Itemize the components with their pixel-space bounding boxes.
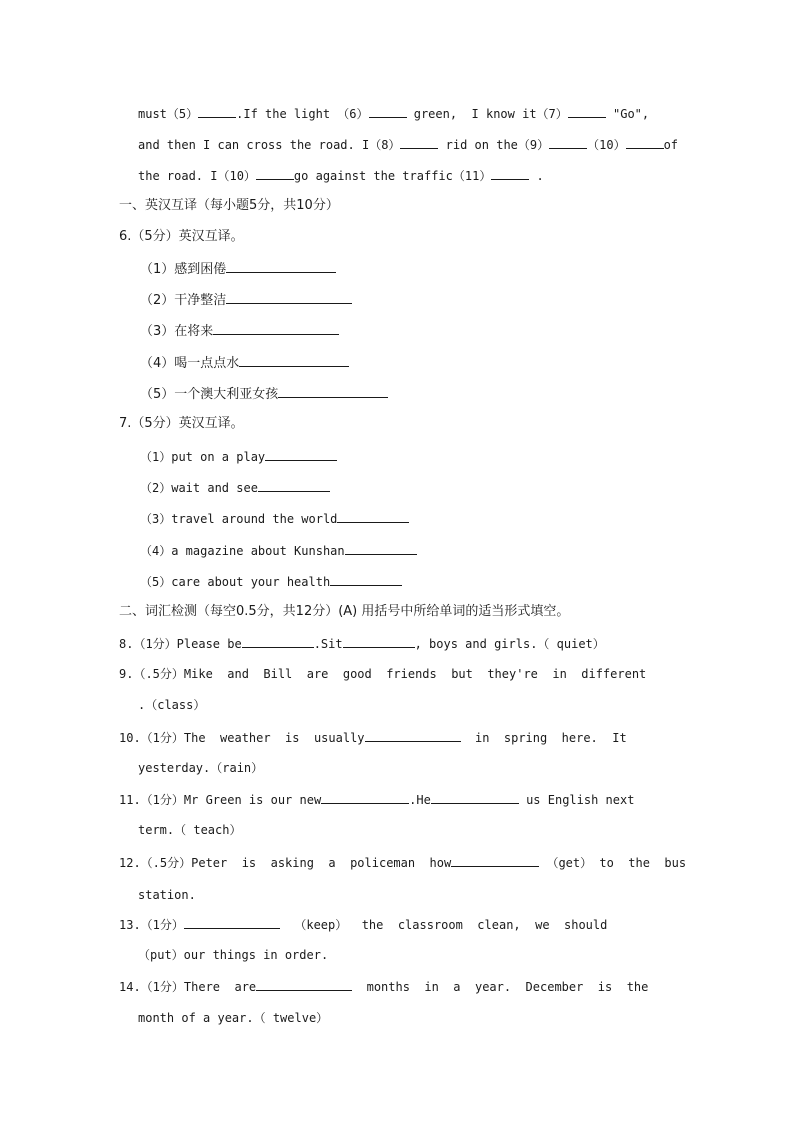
q14-line-2: month of a year.（ twelve） (138, 1011, 329, 1025)
q13-blank-1[interactable] (184, 916, 280, 929)
q10-line-1: 10.（1分）The weather is usually in spring here. It (119, 731, 627, 745)
passage-line-2: and then I can cross the road. I（8） rid on the（9） （10） of (138, 138, 679, 152)
q14-line-1: 14.（1分）There are months in a year. December is the (119, 980, 649, 994)
blank-9[interactable] (549, 136, 587, 149)
q6-item-4: （4）喝一点点水 (140, 354, 349, 370)
q7-blank-3[interactable] (337, 510, 409, 523)
q10-blank-1[interactable] (365, 729, 461, 742)
q7-blank-2[interactable] (258, 479, 330, 492)
blank-8[interactable] (400, 136, 438, 149)
q9-line-1: 9.（.5分）Mike and Bill are good friends but they're in different (119, 667, 647, 681)
q11-line-1: 11.（1分）Mr Green is our new .He us English next (119, 793, 635, 807)
q6-blank-1[interactable] (226, 260, 336, 273)
q7-item-2: （2）wait and see (140, 479, 330, 495)
q13-line-2: （put）our things in order. (138, 948, 329, 962)
q14-blank-1[interactable] (256, 978, 352, 991)
q6-item-3: （3）在将来 (140, 322, 339, 338)
passage-line-1: must（5） .If the light （6） green, I know it（7） "Go", (138, 107, 650, 121)
q11-blank-1[interactable] (321, 791, 409, 804)
blank-10b[interactable] (256, 167, 294, 180)
q13-line-1: 13.（1分） （keep） the classroom clean, we should (119, 918, 608, 932)
passage-line-3: the road. I（10） go against the traffic（11） . (138, 169, 544, 183)
q6-blank-5[interactable] (278, 385, 388, 398)
blank-10a[interactable] (626, 136, 664, 149)
q12-line-1: 12.（.5分）Peter is asking a policeman how （get） to the bus (119, 856, 687, 870)
q9-line-2: .（class） (138, 698, 206, 712)
q7-blank-1[interactable] (265, 448, 337, 461)
q6-blank-4[interactable] (239, 354, 349, 367)
q7-item-5: （5）care about your health (140, 573, 402, 589)
q7-blank-5[interactable] (330, 573, 402, 586)
q10-line-2: yesterday.（rain） (138, 761, 264, 775)
q7-blank-4[interactable] (345, 542, 417, 555)
q7-item-4: （4）a magazine about Kunshan (140, 542, 417, 558)
q7-item-1: （1）put on a play (140, 448, 337, 464)
q12-line-2: station. (138, 888, 196, 902)
q11-line-2: term.（ teach） (138, 823, 242, 837)
section-1-title: 一、英汉互译（每小题5分，共10分） (119, 198, 339, 213)
blank-7[interactable] (568, 105, 606, 118)
q8-blank-1[interactable] (242, 635, 314, 648)
q11-blank-2[interactable] (431, 791, 519, 804)
q7-item-3: （3）travel around the world (140, 510, 409, 526)
q8-blank-2[interactable] (343, 635, 415, 648)
blank-6[interactable] (369, 105, 407, 118)
q6-blank-2[interactable] (226, 291, 352, 304)
blank-11[interactable] (491, 167, 529, 180)
q6-head: 6.（5分）英汉互译。 (119, 229, 244, 244)
blank-5[interactable] (198, 105, 236, 118)
q6-item-1: （1）感到困倦 (140, 260, 336, 276)
section-2-title: 二、词汇检测（每空0.5分，共12分）(A) 用括号中所给单词的适当形式填空。 (119, 604, 570, 619)
q7-head: 7.（5分）英汉互译。 (119, 416, 244, 431)
q12-blank-1[interactable] (451, 854, 539, 867)
q6-blank-3[interactable] (213, 322, 339, 335)
q6-item-2: （2）干净整洁 (140, 291, 352, 307)
q6-item-5: （5）一个澳大利亚女孩 (140, 385, 388, 401)
q8: 8.（1分）Please be .Sit , boys and girls.（ quiet） (119, 637, 605, 651)
